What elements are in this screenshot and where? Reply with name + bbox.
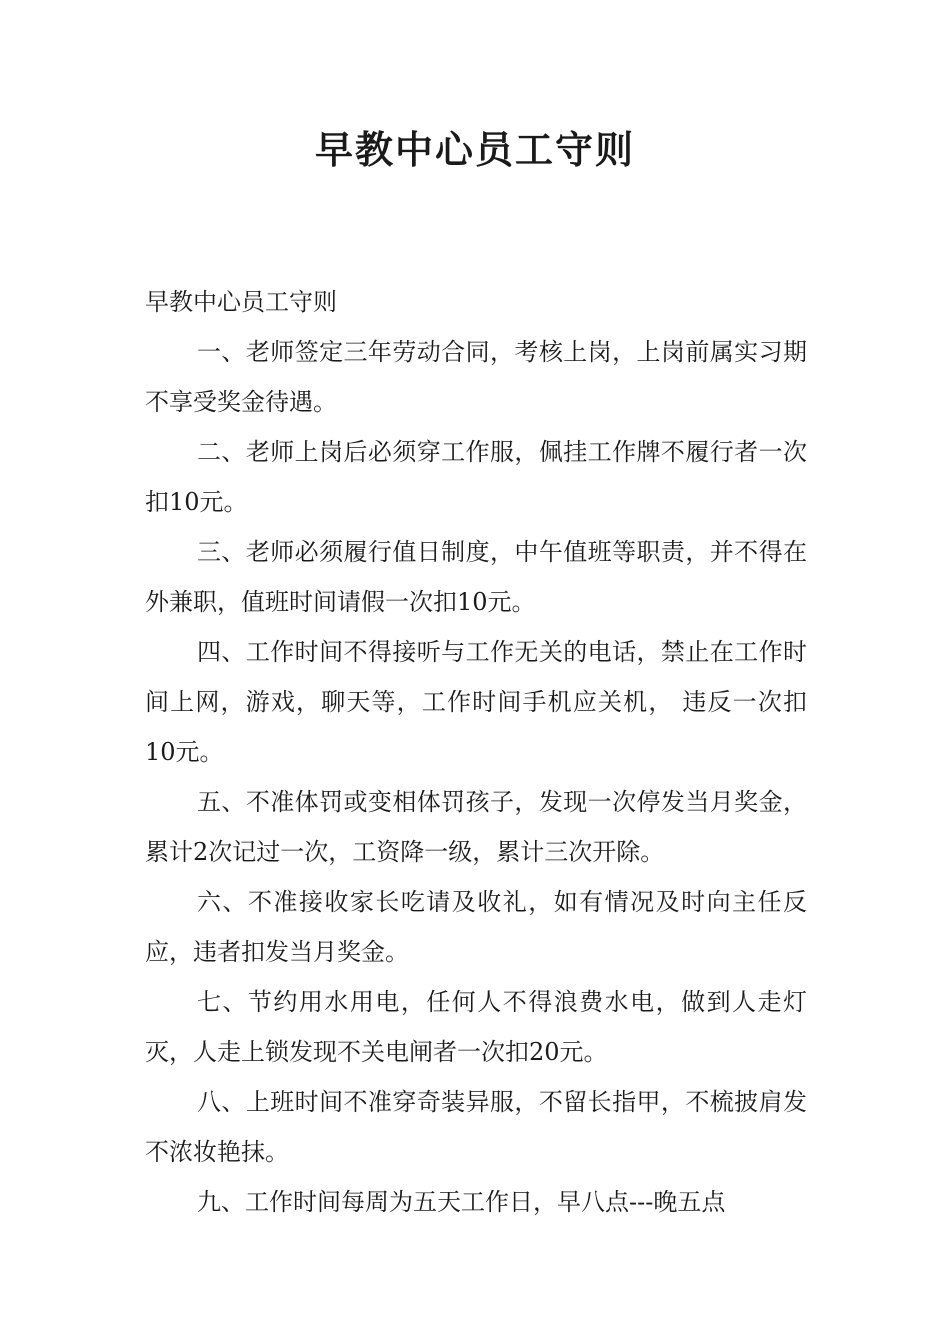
article-2: 二、老师上岗后必须穿工作服，佩挂工作牌不履行者一次扣10元。 bbox=[145, 438, 807, 516]
document-body bbox=[145, 277, 807, 1227]
article-9: 九、工作时间每周为五天工作日，早八点---晚五点 bbox=[197, 1188, 726, 1216]
article-5: 五、不准体罚或变相体罚孩子，发现一次停发当月奖金，累计2次记过一次，工资降一级，累计三次开除。 bbox=[145, 788, 807, 866]
article-6: 六、不准接收家长吃请及收礼，如有情况及时向主任反应，违者扣发当月奖金。 bbox=[145, 888, 807, 966]
article-3: 三、老师必须履行值日制度，中午值班等职责，并不得在外兼职，值班时间请假一次扣10元。 bbox=[145, 538, 807, 616]
document-subtitle: 早教中心员工守则 bbox=[145, 288, 337, 316]
article-1: 一、老师签定三年劳动合同，考核上岗，上岗前属实习期不享受奖金待遇。 bbox=[145, 338, 807, 416]
article-7: 七、节约用水用电，任何人不得浪费水电，做到人走灯灭，人走上锁发现不关电闸者一次扣20元。 bbox=[145, 988, 807, 1066]
document-title: 早教中心员工守则 bbox=[314, 128, 635, 172]
article-8: 八、上班时间不准穿奇装异服，不留长指甲，不梳披肩发不浓妆艳抹。 bbox=[145, 1088, 807, 1166]
article-4: 四、工作时间不得接听与工作无关的电话，禁止在工作时间上网，游戏，聊天等，工作时间手机应关机， 违反一次扣10元。 bbox=[145, 638, 807, 766]
